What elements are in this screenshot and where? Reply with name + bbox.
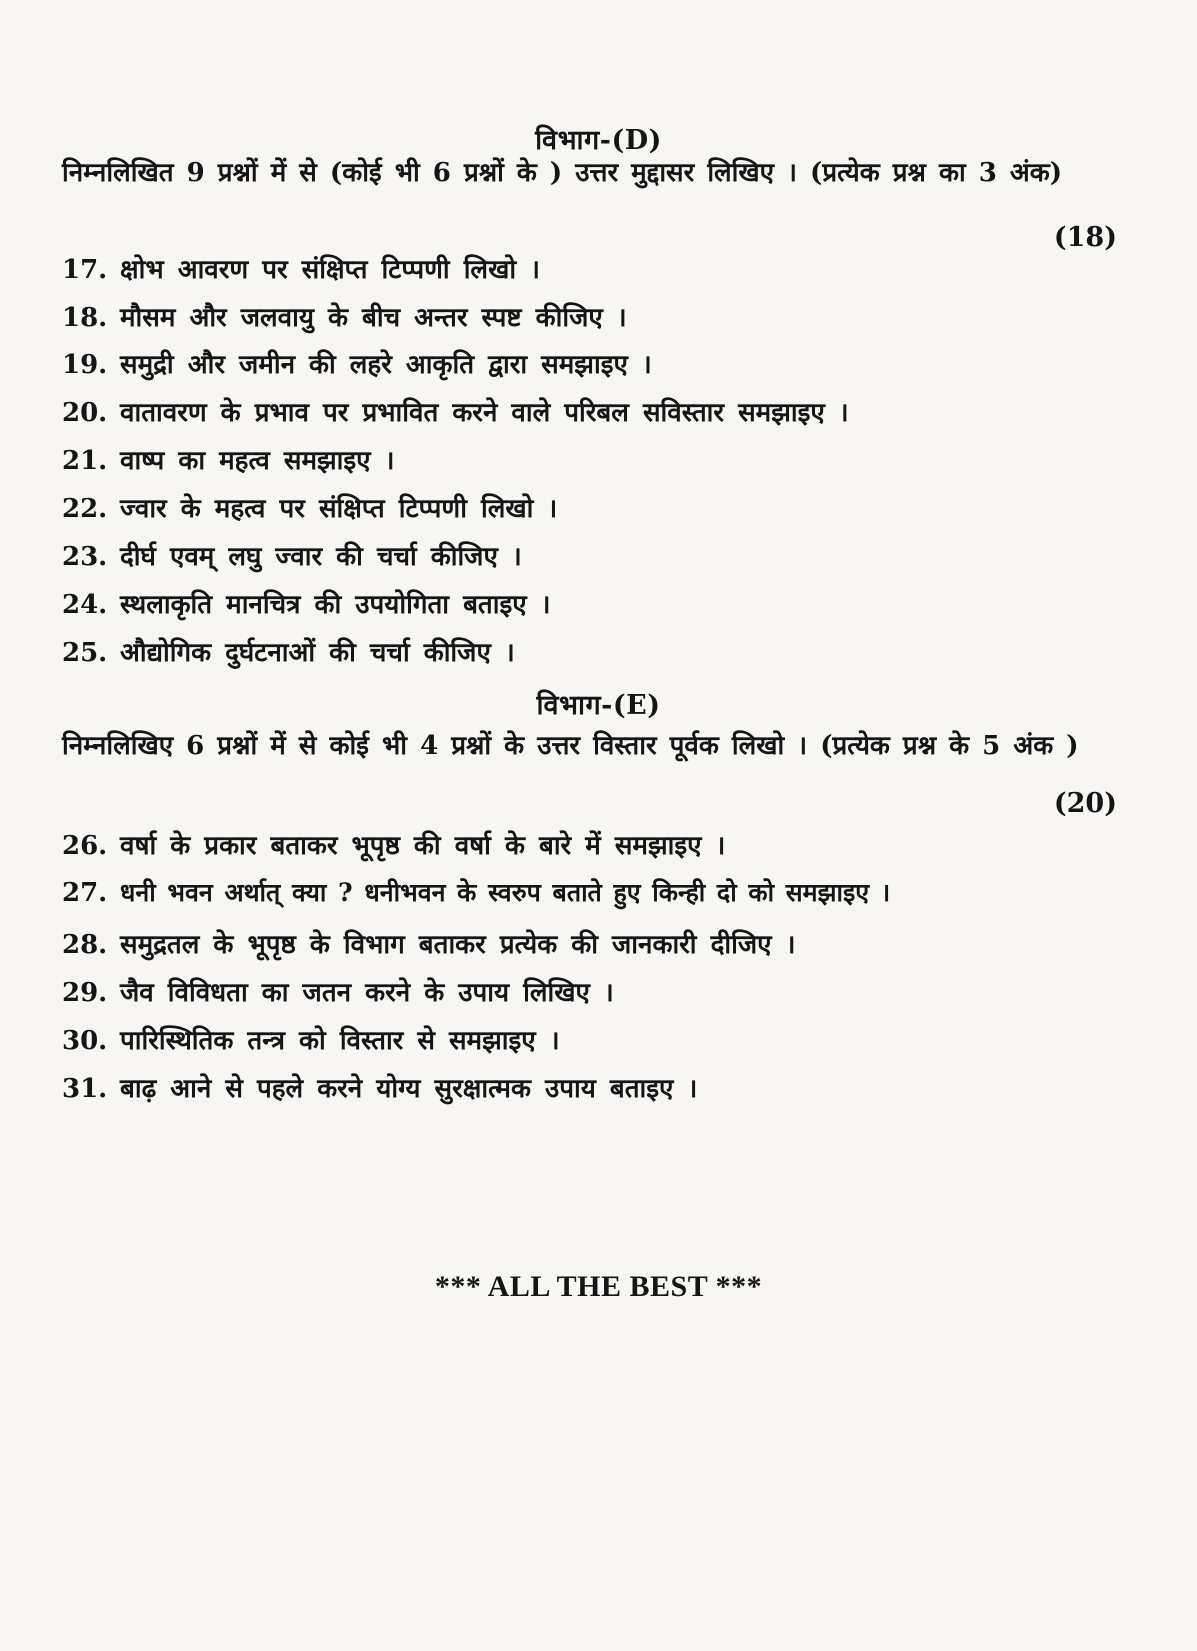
question-number: 19.	[62, 350, 108, 380]
question-18	[62, 298, 627, 334]
question-25	[62, 633, 515, 669]
all-the-best-footer: *** ALL THE BEST ***	[434, 1270, 763, 1303]
question-31	[62, 1069, 697, 1105]
question-text: वाष्प का महत्व समझाइए ।	[120, 446, 395, 476]
question-text: धनी भवन अर्थात् क्या ? धनीभवन के स्वरुप बताते हुए किन्ही दो को समझाइए ।	[120, 878, 891, 907]
section-d-heading: विभाग-(D)	[535, 125, 662, 156]
question-text: दीर्घ एवम् लघु ज्वार की चर्चा कीजिए ।	[120, 542, 522, 572]
question-text: समुद्रतल के भूपृष्ठ के विभाग बताकर प्रत्येक की जानकारी दीजिए ।	[120, 930, 796, 960]
question-28	[62, 925, 795, 961]
question-22	[62, 489, 557, 525]
question-text: स्थलाकृति मानचित्र की उपयोगिता बताइए ।	[120, 590, 551, 620]
section-d-marks: (18)	[1053, 222, 1117, 253]
question-21	[62, 441, 394, 477]
question-text: वातावरण के प्रभाव पर प्रभावित करने वाले परिबल सविस्तार समझाइए ।	[120, 398, 849, 428]
question-number: 20.	[62, 398, 108, 428]
question-19	[62, 345, 652, 381]
question-26	[62, 826, 725, 862]
question-number: 30.	[62, 1026, 108, 1056]
question-text: वर्षा के प्रकार बताकर भूपृष्ठ की वर्षा के बारे में समझाइए ।	[120, 831, 726, 861]
question-number: 24.	[62, 590, 108, 620]
section-e-heading: विभाग-(E)	[536, 690, 661, 721]
question-number: 27.	[62, 878, 108, 908]
question-17	[62, 250, 540, 286]
question-number: 17.	[62, 255, 108, 285]
question-29	[62, 973, 614, 1009]
question-27	[62, 875, 890, 909]
question-text: मौसम और जलवायु के बीच अन्तर स्पष्ट कीजिए ।	[120, 303, 627, 333]
question-text: औद्योगिक दुर्घटनाओं की चर्चा कीजिए ।	[120, 638, 515, 668]
question-30	[62, 1021, 560, 1057]
section-e-marks: (20)	[1053, 788, 1117, 819]
question-number: 31.	[62, 1074, 108, 1104]
question-number: 28.	[62, 930, 108, 960]
section-d-instruction: निम्नलिखित 9 प्रश्नों में से (कोई भी 6 प्रश्नों के ) उत्तर मुद्दासर लिखिए । (प्रत्येक प्रश्न का 3 अंक)	[62, 158, 1063, 188]
question-23	[62, 537, 522, 573]
question-number: 25.	[62, 638, 108, 668]
question-24	[62, 585, 551, 621]
question-number: 23.	[62, 542, 108, 572]
question-text: जैव विविधता का जतन करने के उपाय लिखिए ।	[120, 978, 614, 1008]
question-text: समुद्री और जमीन की लहरे आकृति द्वारा समझाइए ।	[120, 350, 652, 380]
question-number: 22.	[62, 494, 108, 524]
question-number: 26.	[62, 831, 108, 861]
section-e-instruction: निम्नलिखिए 6 प्रश्नों में से कोई भी 4 प्रश्नों के उत्तर विस्तार पूर्वक लिखो । (प्रत्येक प्रश्न के 5 अंक )	[62, 731, 1079, 761]
question-text: पारिस्थितिक तन्त्र को विस्तार से समझाइए ।	[120, 1026, 560, 1056]
question-text: क्षोभ आवरण पर संक्षिप्त टिप्पणी लिखो ।	[120, 255, 540, 285]
question-20	[62, 393, 849, 429]
question-number: 18.	[62, 303, 108, 333]
question-text: बाढ़ आने से पहले करने योग्य सुरक्षात्मक उपाय बताइए ।	[120, 1074, 698, 1104]
question-number: 21.	[62, 446, 108, 476]
question-text: ज्वार के महत्व पर संक्षिप्त टिप्पणी लिखो ।	[120, 494, 558, 524]
question-number: 29.	[62, 978, 108, 1008]
